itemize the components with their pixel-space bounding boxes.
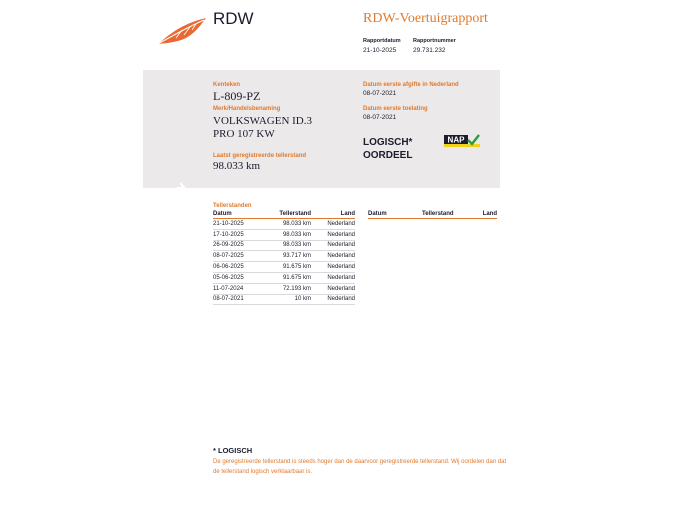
judgement-line2: OORDEEL [363, 150, 413, 161]
table-row [213, 251, 355, 262]
table-row [213, 262, 355, 273]
readings-table [213, 210, 355, 305]
table-row [213, 230, 355, 241]
odometer-label: Laatst geregistreerde tellerstand [213, 153, 307, 159]
cell-odometer: 98.033 km [282, 220, 311, 227]
first-admission-value: 08-07-2021 [363, 114, 397, 121]
report-date [363, 38, 401, 54]
cell-country: Nederland [327, 220, 355, 227]
report-number-label: Rapportnummer [413, 38, 456, 44]
report-date-value: 21-10-2025 [363, 47, 397, 54]
cell-date: 21-10-2025 [213, 220, 244, 227]
col-country: Land [340, 211, 355, 217]
cell-country: Nederland [327, 274, 355, 281]
first-admission-label: Datum eerste toelating [363, 106, 428, 112]
cell-date: 05-06-2025 [213, 274, 244, 281]
cell-country: Nederland [327, 285, 355, 292]
cell-date: 26-09-2025 [213, 242, 244, 249]
col-date-2: Datum [368, 211, 387, 217]
brand-name: RDW [213, 9, 254, 28]
cell-odometer: 10 km [294, 296, 311, 303]
cell-country: Nederland [327, 296, 355, 303]
report-date-label: Rapportdatum [363, 38, 401, 44]
report-title: RDW-Voertuigrapport [363, 11, 488, 26]
cell-odometer: 98.033 km [282, 242, 311, 249]
cell-date: 08-07-2021 [213, 296, 244, 303]
footnote-text: De geregistreerde tellerstand is steeds hoger dan de daarvoor geregistreerde tellerstand. Wij oordelen dan dat de tellerstand logisch verklaarbaar is. [213, 459, 507, 475]
cell-country: Nederland [327, 264, 355, 271]
report-number [413, 38, 456, 54]
panel-notch [143, 177, 500, 188]
judgement-line1: LOGISCH* [363, 137, 413, 148]
readings-table-header [213, 210, 355, 219]
cell-country: Nederland [327, 242, 355, 249]
nap-check-badge-icon [444, 134, 480, 148]
cell-date: 17-10-2025 [213, 231, 244, 238]
cell-odometer: 72.193 km [282, 285, 311, 292]
col-country-2: Land [482, 211, 497, 217]
first-nl-label: Datum eerste afgifte in Nederland [363, 82, 459, 88]
readings-table-2-header [368, 210, 497, 219]
plate-value: L-809-PZ [213, 89, 261, 103]
col-odometer-2: Tellerstand [422, 211, 454, 217]
cell-odometer: 93.717 km [282, 253, 311, 260]
make-label: Merk/Handelsbenaming [213, 106, 281, 112]
first-nl-value: 08-07-2021 [363, 90, 397, 97]
cell-date: 08-07-2025 [213, 253, 244, 260]
cell-date: 06-06-2025 [213, 264, 244, 271]
cell-odometer: 91.675 km [282, 264, 311, 271]
col-date: Datum [213, 211, 232, 217]
cell-odometer: 98.033 km [282, 231, 311, 238]
table-row [213, 284, 355, 295]
table-row [213, 241, 355, 252]
report-number-value: 29.731.232 [413, 47, 446, 54]
footnote-title: * LOGISCH [213, 446, 253, 455]
readings-title: Tellerstanden [213, 203, 252, 209]
plate-label: Kenteken [213, 82, 241, 88]
cell-date: 11-07-2024 [213, 285, 244, 292]
cell-country: Nederland [327, 231, 355, 238]
table-row [213, 219, 355, 230]
table-row [213, 273, 355, 284]
cell-country: Nederland [327, 253, 355, 260]
make-line2: PRO 107 KW [213, 128, 275, 140]
nap-badge-text: NAP [447, 135, 465, 145]
make-line1: VOLKSWAGEN ID.3 [213, 115, 312, 127]
col-odometer: Tellerstand [279, 211, 311, 217]
rdw-feather-logo-icon [156, 16, 208, 46]
cell-odometer: 91.675 km [282, 274, 311, 281]
judgement [363, 136, 412, 162]
odometer-value: 98.033 km [213, 160, 261, 172]
table-row [213, 295, 355, 306]
